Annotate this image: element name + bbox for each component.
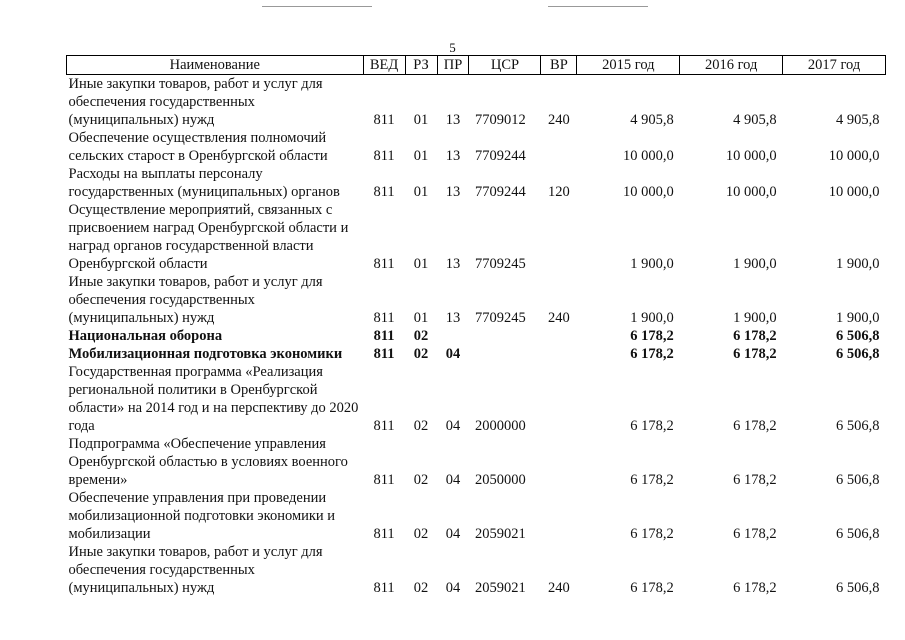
row-csr bbox=[469, 345, 541, 363]
table-body bbox=[67, 75, 886, 598]
row-value-2017: 6 506,8 bbox=[836, 472, 880, 488]
row-csr: 7709245 bbox=[474, 310, 526, 326]
row-name: Иные закупки товаров, работ и услуг для обеспечения государственных (муниципальных) нужд bbox=[68, 76, 323, 128]
row-name: Иные закупки товаров, работ и услуг для обеспечения государственных (муниципальных) нужд bbox=[68, 544, 323, 596]
row-csr: 7709012 bbox=[474, 112, 526, 128]
budget-table bbox=[66, 55, 886, 597]
header-pr: ПР bbox=[437, 56, 469, 75]
table-header-row bbox=[67, 56, 886, 75]
row-value-2015: 1 900,0 bbox=[630, 256, 674, 272]
row-vr: 240 bbox=[548, 580, 570, 596]
table-row bbox=[67, 489, 886, 543]
row-ved: 811 bbox=[373, 184, 395, 200]
row-rz: 02 bbox=[413, 472, 429, 488]
row-value-2015: 4 905,8 bbox=[630, 112, 674, 128]
header-vr: ВР bbox=[541, 56, 577, 75]
row-vr bbox=[541, 363, 577, 435]
row-pr: 13 bbox=[445, 112, 461, 128]
row-ved: 811 bbox=[373, 310, 395, 326]
row-value-2016: 1 900,0 bbox=[733, 256, 777, 272]
row-ved: 811 bbox=[373, 472, 395, 488]
row-value-2015: 6 178,2 bbox=[630, 418, 674, 434]
row-pr: 04 bbox=[445, 418, 461, 434]
row-rz: 01 bbox=[413, 112, 429, 128]
row-value-2017: 6 506,8 bbox=[836, 328, 880, 344]
row-ved: 811 bbox=[373, 112, 395, 128]
table-row bbox=[67, 345, 886, 363]
table-row bbox=[67, 327, 886, 345]
row-ved: 811 bbox=[373, 256, 395, 272]
header-csr: ЦСР bbox=[469, 56, 541, 75]
row-value-2016: 10 000,0 bbox=[725, 148, 777, 164]
row-name: Обеспечение осуществления полномочий сельских старост в Оренбургской области bbox=[68, 130, 328, 164]
row-value-2015: 6 178,2 bbox=[630, 346, 674, 362]
row-csr: 2059021 bbox=[474, 526, 526, 542]
top-scan-line-right bbox=[548, 6, 648, 7]
row-value-2017: 4 905,8 bbox=[836, 112, 880, 128]
table-row bbox=[67, 75, 886, 130]
row-rz: 02 bbox=[413, 346, 429, 362]
row-value-2017: 6 506,8 bbox=[836, 346, 880, 362]
row-name: Иные закупки товаров, работ и услуг для обеспечения государственных (муниципальных) нужд bbox=[68, 274, 323, 326]
row-csr bbox=[469, 327, 541, 345]
row-name: Осуществление мероприятий, связанных с присвоением наград Оренбургской области и наград органов государственной власти Оренбургской области bbox=[68, 202, 349, 272]
row-csr: 7709245 bbox=[474, 256, 526, 272]
row-ved: 811 bbox=[373, 526, 395, 542]
row-pr: 13 bbox=[445, 256, 461, 272]
page-number: 5 bbox=[449, 40, 456, 55]
row-value-2016: 6 178,2 bbox=[733, 472, 777, 488]
row-vr: 240 bbox=[548, 112, 570, 128]
header-ved: ВЕД bbox=[363, 56, 405, 75]
row-vr bbox=[541, 489, 577, 543]
row-value-2016: 6 178,2 bbox=[733, 328, 777, 344]
header-name: Наименование bbox=[67, 56, 364, 75]
row-ved: 811 bbox=[373, 418, 395, 434]
row-name: Подпрограмма «Обеспечение управления Оренбургской областью в условиях военного времени» bbox=[68, 436, 348, 488]
table-row bbox=[67, 165, 886, 201]
row-value-2016: 4 905,8 bbox=[733, 112, 777, 128]
table-row bbox=[67, 543, 886, 597]
row-csr: 2059021 bbox=[474, 580, 526, 596]
row-pr bbox=[437, 327, 469, 345]
row-value-2016: 6 178,2 bbox=[733, 580, 777, 596]
row-rz: 01 bbox=[413, 148, 429, 164]
row-value-2016: 1 900,0 bbox=[733, 310, 777, 326]
row-rz: 01 bbox=[413, 184, 429, 200]
row-pr: 04 bbox=[445, 346, 461, 362]
row-rz: 02 bbox=[413, 526, 429, 542]
row-value-2015: 10 000,0 bbox=[623, 148, 674, 164]
row-csr: 7709244 bbox=[474, 148, 526, 164]
row-value-2017: 1 900,0 bbox=[836, 256, 880, 272]
row-value-2016: 6 178,2 bbox=[733, 346, 777, 362]
row-name: Национальная оборона bbox=[68, 328, 223, 344]
row-value-2015: 6 178,2 bbox=[630, 472, 674, 488]
row-name: Мобилизационная подготовка экономики bbox=[68, 346, 343, 362]
row-pr: 04 bbox=[445, 580, 461, 596]
row-value-2017: 6 506,8 bbox=[836, 580, 880, 596]
row-rz: 02 bbox=[413, 580, 429, 596]
table-row bbox=[67, 273, 886, 327]
row-value-2015: 10 000,0 bbox=[623, 184, 674, 200]
row-pr: 13 bbox=[445, 148, 461, 164]
row-value-2015: 1 900,0 bbox=[630, 310, 674, 326]
row-pr: 04 bbox=[445, 526, 461, 542]
header-rz: РЗ bbox=[405, 56, 437, 75]
row-value-2015: 6 178,2 bbox=[630, 580, 674, 596]
row-vr bbox=[541, 129, 577, 165]
row-name: Обеспечение управления при проведении мобилизационной подготовки экономики и мобилизации bbox=[68, 490, 336, 542]
row-value-2015: 6 178,2 bbox=[630, 328, 674, 344]
row-ved: 811 bbox=[373, 580, 395, 596]
row-pr: 04 bbox=[445, 472, 461, 488]
row-vr: 240 bbox=[548, 310, 570, 326]
table-row bbox=[67, 201, 886, 273]
table-row bbox=[67, 129, 886, 165]
row-vr: 120 bbox=[548, 184, 570, 200]
row-rz: 02 bbox=[413, 328, 429, 344]
row-rz: 01 bbox=[413, 256, 429, 272]
row-vr bbox=[541, 201, 577, 273]
row-rz: 01 bbox=[413, 310, 429, 326]
table-row bbox=[67, 435, 886, 489]
row-ved: 811 bbox=[373, 148, 395, 164]
row-csr: 7709244 bbox=[474, 184, 526, 200]
header-2016: 2016 год bbox=[680, 56, 783, 75]
row-value-2016: 6 178,2 bbox=[733, 418, 777, 434]
row-name: Расходы на выплаты персоналу государственных (муниципальных) органов bbox=[68, 166, 340, 200]
row-ved: 811 bbox=[373, 328, 395, 344]
row-vr bbox=[541, 345, 577, 363]
row-value-2016: 10 000,0 bbox=[725, 184, 777, 200]
row-csr: 2050000 bbox=[474, 472, 526, 488]
row-ved: 811 bbox=[373, 346, 395, 362]
row-value-2017: 6 506,8 bbox=[836, 526, 880, 542]
table-row bbox=[67, 363, 886, 435]
top-scan-line bbox=[262, 6, 372, 7]
row-pr: 13 bbox=[445, 310, 461, 326]
row-value-2017: 1 900,0 bbox=[836, 310, 880, 326]
row-value-2016: 6 178,2 bbox=[733, 526, 777, 542]
row-value-2017: 10 000,0 bbox=[828, 184, 880, 200]
row-value-2017: 6 506,8 bbox=[836, 418, 880, 434]
row-csr: 2000000 bbox=[474, 418, 526, 434]
row-value-2017: 10 000,0 bbox=[828, 148, 880, 164]
row-pr: 13 bbox=[445, 184, 461, 200]
header-2015: 2015 год bbox=[577, 56, 680, 75]
row-name: Государственная программа «Реализация региональной политики в Оренбургской области» на 2014 год и на перспективу до 2020 года bbox=[68, 364, 359, 434]
row-rz: 02 bbox=[413, 418, 429, 434]
row-value-2015: 6 178,2 bbox=[630, 526, 674, 542]
row-vr bbox=[541, 435, 577, 489]
header-2017: 2017 год bbox=[783, 56, 886, 75]
row-vr bbox=[541, 327, 577, 345]
